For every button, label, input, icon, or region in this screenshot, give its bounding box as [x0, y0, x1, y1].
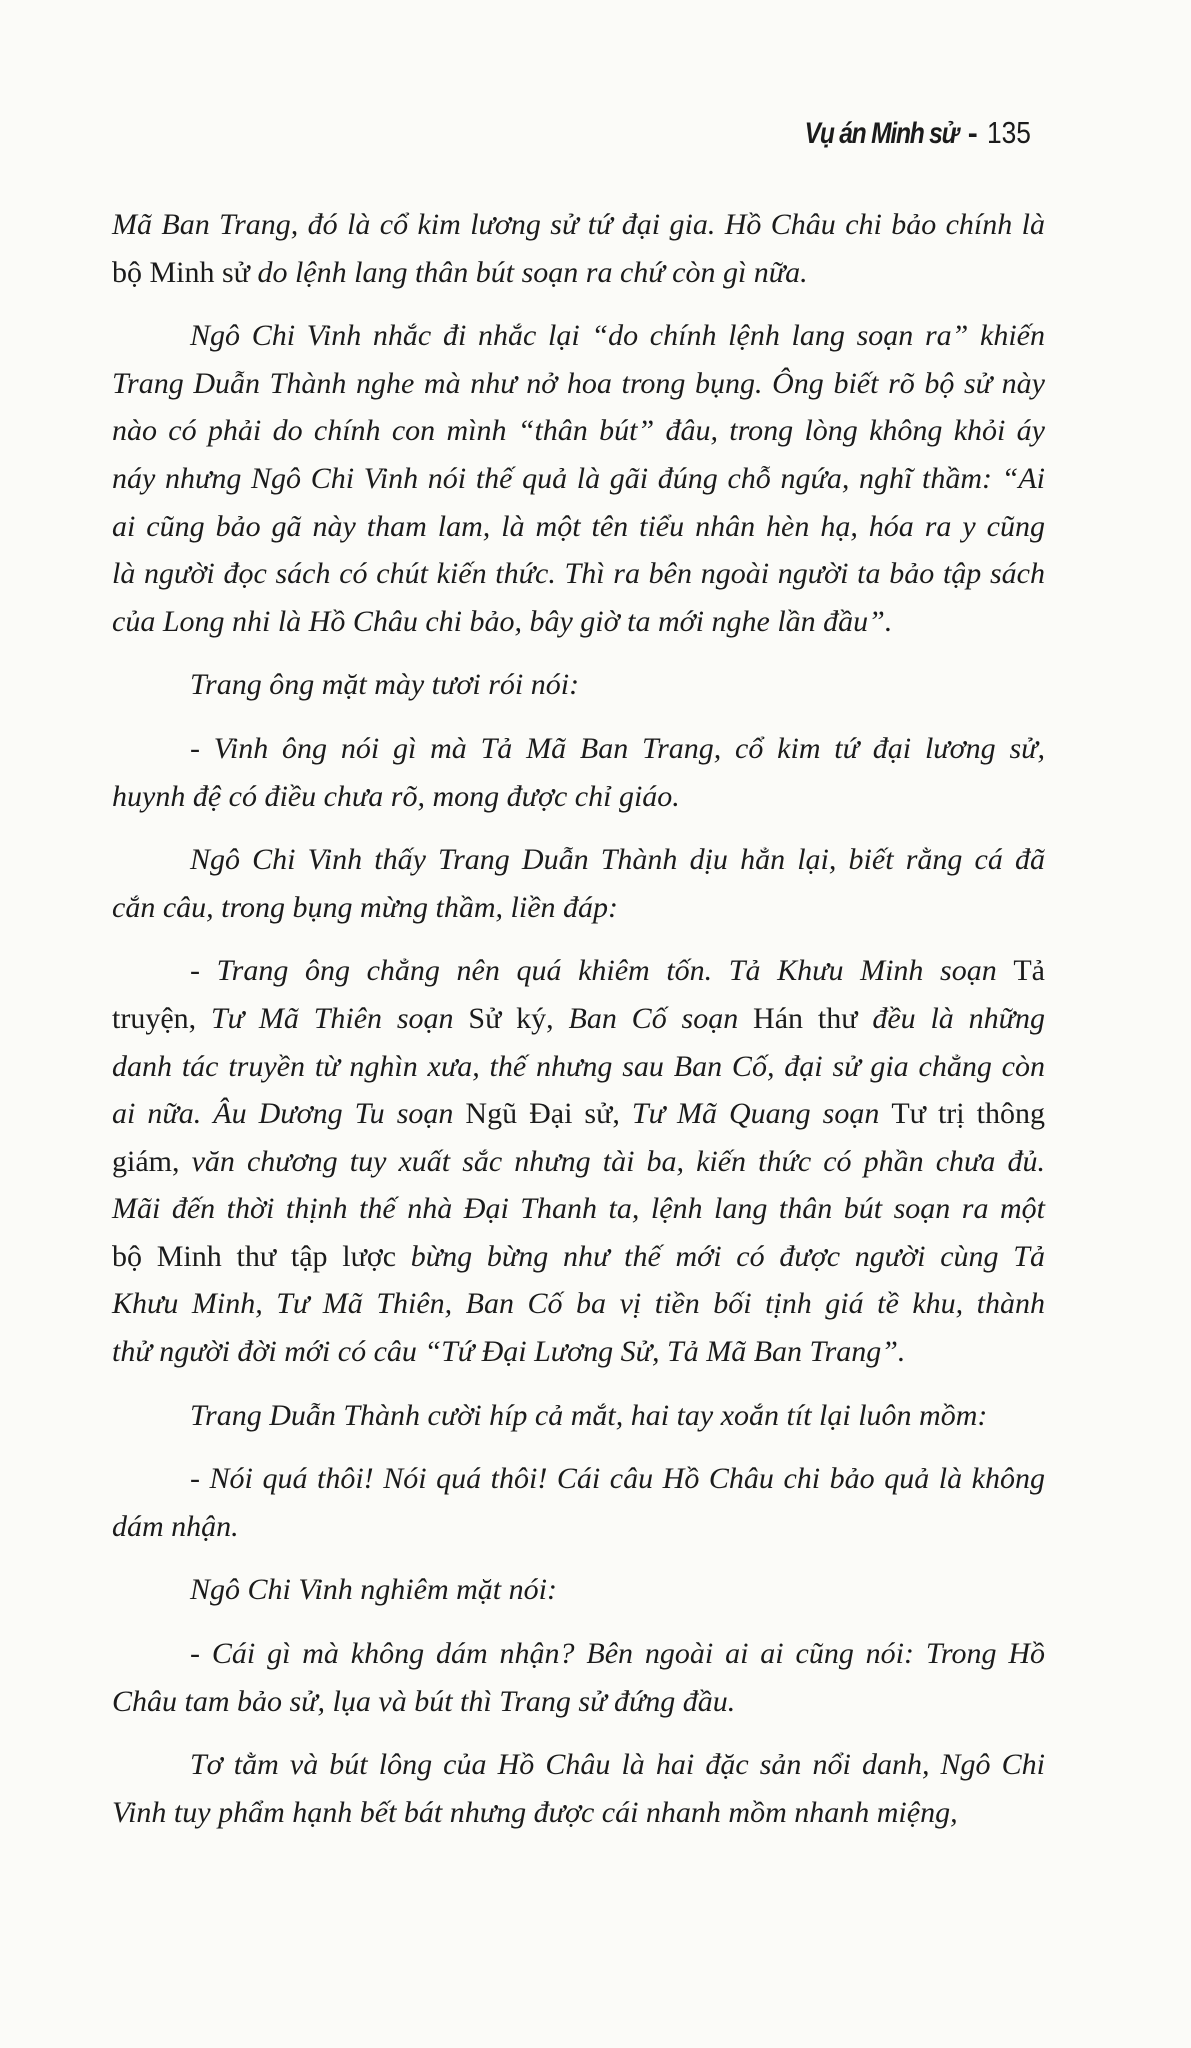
italic-text: Tư Mã Quang soạn [631, 1097, 892, 1131]
paragraph [112, 1455, 1045, 1550]
text-line [112, 836, 1045, 884]
italic-text: Ngô Chi Vinh nhắc đi nhắc lại “do chính lệnh lang soạn ra” khiến [190, 319, 1045, 353]
italic-text: Khưu Minh, Tư Mã Thiên, Ban Cố ba vị tiền bối tịnh giá tề khu, thành [112, 1287, 1045, 1321]
italic-text: - Trang ông chẳng nên quá khiêm tốn. Tả Khưu Minh soạn [190, 954, 1014, 988]
text-line [112, 1630, 1045, 1678]
text-line [112, 773, 1045, 821]
italic-text: - Nói quá thôi! Nói quá thôi! Cái câu Hồ Châu chi bảo quả là không [190, 1462, 1045, 1496]
paragraph [112, 312, 1045, 645]
text-line [112, 1090, 1045, 1138]
title-text: Tả [1013, 954, 1045, 988]
paragraph [112, 661, 1045, 709]
italic-text: - Vinh ông nói gì mà Tả Mã Ban Trang, cổ kim tứ đại lương sử, [190, 731, 1045, 765]
italic-text: Trang Duẫn Thành nghe mà như nở hoa trong bụng. Ông biết rõ bộ sử này [112, 366, 1045, 400]
title-text: truyện, [112, 1001, 211, 1035]
paragraph [112, 1566, 1045, 1614]
italic-text: - Cái gì mà không dám nhận? Bên ngoài ai ai cũng nói: Trong Hồ [190, 1637, 1045, 1671]
text-line [112, 995, 1045, 1043]
paragraph [112, 201, 1045, 296]
text-line [112, 661, 1045, 709]
paragraph [112, 725, 1045, 820]
text-line [112, 1328, 1045, 1376]
book-title: Vụ án Minh sử [804, 117, 959, 150]
paragraph [112, 1630, 1045, 1725]
text-line [112, 1233, 1045, 1281]
italic-text: Ngô Chi Vinh nghiêm mặt nói: [190, 1573, 557, 1607]
text-line [112, 1392, 1045, 1440]
italic-text: danh tác truyền từ nghìn xưa, thế nhưng sau Ban Cố, đại sử gia chẳng còn [112, 1049, 1045, 1083]
title-text: bộ Minh thư tập lược [112, 1239, 411, 1273]
title-text: bộ Minh sử [112, 255, 258, 289]
text-line [112, 201, 1045, 249]
text-line [112, 725, 1045, 773]
text-line [112, 598, 1045, 646]
italic-text: Ban Cố soạn [568, 1001, 754, 1035]
italic-text: Mã Ban Trang, đó là cổ kim lương sử tứ đại gia. Hồ Châu chi bảo chính là [112, 208, 1045, 241]
italic-text: văn chương tuy xuất sắc nhưng tài ba, kiến thức có phần chưa đủ. [191, 1144, 1045, 1178]
title-text: Tư trị thông [891, 1097, 1045, 1131]
text-line [112, 947, 1045, 995]
italic-text: do lệnh lang thân bút soạn ra chứ còn gì nữa. [257, 255, 808, 289]
italic-text: Vinh tuy phẩm hạnh bết bát nhưng được cái nhanh mồm nhanh miệng, [112, 1795, 958, 1829]
italic-text: cắn câu, trong bụng mừng thầm, liền đáp: [112, 890, 619, 924]
paragraph [112, 947, 1045, 1375]
italic-text: Tơ tằm và bút lông của Hồ Châu là hai đặc sản nổi danh, Ngô Chi [190, 1748, 1045, 1782]
text-line [112, 1455, 1045, 1503]
text-line [112, 312, 1045, 360]
text-line [112, 884, 1045, 932]
italic-text: là người đọc sách có chút kiến thức. Thì ra bên ngoài người ta bảo tập sách [112, 557, 1045, 591]
text-line [112, 1185, 1045, 1233]
header-separator: - [967, 117, 978, 150]
title-text: Hán thư [753, 1001, 873, 1035]
italic-text: Tư Mã Thiên soạn [210, 1001, 469, 1035]
text-line [112, 1138, 1045, 1186]
paragraph [112, 1741, 1045, 1836]
text-line [112, 407, 1045, 455]
paragraph [112, 836, 1045, 931]
italic-text: của Long nhi là Hồ Châu chi bảo, bây giờ ta mới nghe lần đầu”. [112, 604, 893, 638]
italic-text: ai nữa. Âu Dương Tu soạn [112, 1097, 466, 1131]
italic-text: đều là những [872, 1001, 1046, 1035]
text-line [112, 1741, 1045, 1789]
italic-text: Châu tam bảo sử, lụa và bút thì Trang sử đứng đầu. [112, 1684, 736, 1718]
text-line [112, 1566, 1045, 1614]
title-text: giám, [112, 1144, 192, 1178]
text-line [112, 1043, 1045, 1091]
text-line [112, 360, 1045, 408]
italic-text: nào có phải do chính con mình “thân bút” đâu, trong lòng không khỏi áy [112, 414, 1045, 448]
text-line [112, 249, 1045, 297]
text-line [112, 1503, 1045, 1551]
italic-text: náy nhưng Ngô Chi Vinh nói thế quả là gãi đúng chỗ ngứa, nghĩ thầm: “Ai [112, 461, 1045, 495]
italic-text: Mãi đến thời thịnh thế nhà Đại Thanh ta, lệnh lang thân bút soạn ra một [112, 1192, 1045, 1226]
italic-text: dám nhận. [112, 1509, 239, 1543]
italic-text: Ngô Chi Vinh thấy Trang Duẫn Thành dịu hẳn lại, biết rằng cá đã [190, 843, 1045, 877]
paragraph [112, 1392, 1045, 1440]
title-text: Ngũ Đại sử, [465, 1097, 632, 1131]
italic-text: huynh đệ có điều chưa rõ, mong được chỉ giáo. [112, 779, 680, 813]
italic-text: ai cũng bảo gã này tham lam, là một tên tiểu nhân hèn hạ, hóa ra y cũng [112, 509, 1045, 543]
text-line [112, 1789, 1045, 1837]
italic-text: thử người đời mới có câu “Tứ Đại Lương Sử, Tả Mã Ban Trang”. [112, 1335, 906, 1369]
page-number: 135 [987, 115, 1032, 150]
text-line [112, 1678, 1045, 1726]
text-line [112, 1280, 1045, 1328]
text-line [112, 550, 1045, 598]
running-header [771, 113, 1039, 154]
text-line [112, 455, 1045, 503]
text-line [112, 503, 1045, 551]
page-body-text [112, 201, 1045, 1852]
italic-text: Trang Duẫn Thành cười híp cả mắt, hai tay xoắn tít lại luôn mồm: [190, 1398, 988, 1432]
italic-text: bừng bừng như thế mới có được người cùng Tả [410, 1239, 1045, 1273]
italic-text: Trang ông mặt mày tươi rói nói: [190, 668, 580, 702]
title-text: Sử ký, [468, 1001, 569, 1035]
